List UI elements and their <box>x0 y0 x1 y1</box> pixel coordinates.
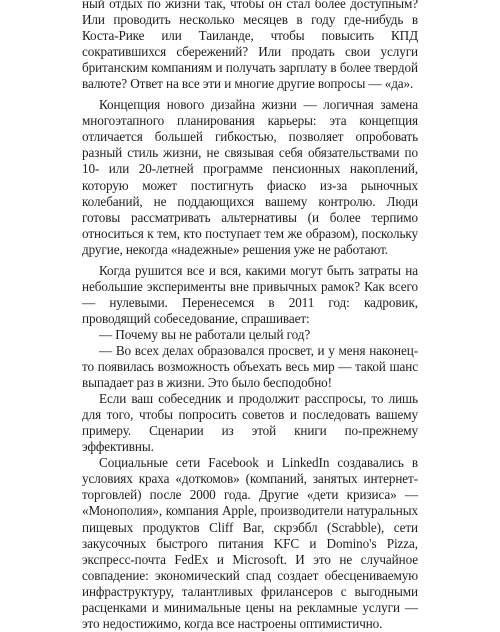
paragraph-5: Социальные сети Facebook и LinkedIn создавались в условиях краха «доткомов» (компаний, занятых интернет-торговлей) после 2000 года. Другие «дети кризиса» — «Монополия», компания Apple, производители натуральных пищевых продуктов Cliff Bar, скрэббл (Scrabble), сети закусочных быстрого питания KFC и Domino's Pizza, экспресс-почта FedEx и Microsoft. И это не случайное совпадение: экономический спад создает обесцениваемую инфраструктуру, талантливых фрилансеров с выгодными расценками и минимальные цены на рекламные услуги — это недостижимо, когда все настроены оптимистично. <box>82 455 418 631</box>
paragraph-3: Когда рушится все и вся, какими могут быть затраты на небольшие эксперименты вне привычных рамок? Как всего — нулевыми. Перенесемся в 2011 год: кадровик, проводящий собеседование, спрашивает: <box>82 262 418 326</box>
body-text <box>82 0 418 632</box>
paragraph-1: ный отдых по жизни так, чтобы он стал более доступным? Или проводить несколько месяцев в году где-нибудь в Коста-Рике или Таиланде, чтобы повысить КПД сократившихся сбережений? Или продать свои услуги британским компаниям и получать зарплату в более твердой валюте? Ответ на все эти и многие другие вопросы — «да». <box>82 0 418 92</box>
dialogue-answer: — Во всех делах образовался просвет, и у меня наконец-то появилась возможность объехать весь мир — такой шанс выпадает раз в жизни. Это было бесподобно! <box>82 342 418 391</box>
dialogue-question: — Почему вы не работали целый год? <box>99 326 311 342</box>
paragraph-2: Концепция нового дизайна жизни — логичная замена многоэтапного планирования карьеры: эта концепция отличается большей гибкостью, позволяет опробовать разный стиль жизни, не связывая себя обязательствами по 10- или 20-летней программе пенсионных накоплений, которую может постигнуть фиаско из-за рыночных колебаний, не поддающихся вашему контролю. Люди готовы рассматривать альтернативы (и более терпимо относиться к тем, кто поступает тем же образом), поскольку другие, некогда «надежные» решения уже не работают. <box>82 97 418 257</box>
paragraph-4: Если ваш собеседник и продолжит расспросы, то лишь для того, чтобы попросить советов и последовать вашему примеру. Сценарии из этой книги по-прежнему эффективны. <box>82 391 418 455</box>
